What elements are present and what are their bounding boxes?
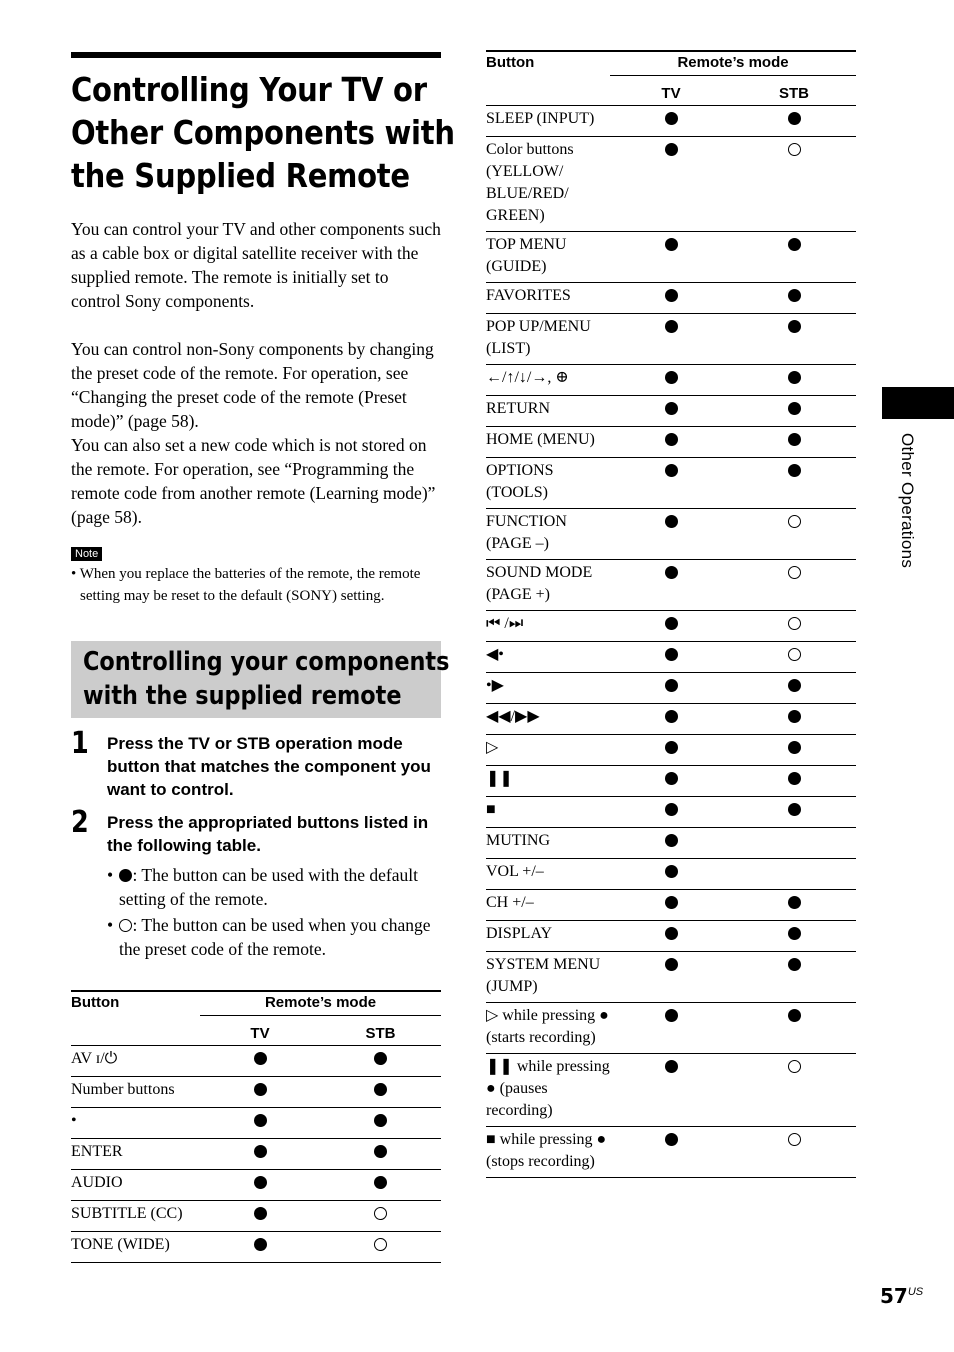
filled-circle-icon xyxy=(665,679,678,692)
row-stb-mark xyxy=(732,560,856,611)
filled-circle-icon xyxy=(665,896,678,909)
filled-circle-icon xyxy=(788,238,801,251)
table-row xyxy=(486,952,856,1003)
row-button-label: POP UP/MENU (LIST) xyxy=(486,314,610,365)
page-number-suffix: US xyxy=(907,1286,924,1298)
row-button-label: FAVORITES xyxy=(486,283,610,314)
row-stb-mark xyxy=(320,1201,441,1232)
row-tv-mark xyxy=(610,735,732,766)
remote-table-right xyxy=(486,50,856,1178)
step-text: Press the TV or STB operation mode button that matches the component you want to control. xyxy=(107,734,431,799)
row-button-label: SUBTITLE (CC) xyxy=(71,1201,200,1232)
row-button-label: HOME (MENU) xyxy=(486,427,610,458)
row-stb-mark xyxy=(732,859,856,890)
row-stb-mark xyxy=(732,396,856,427)
row-tv-mark xyxy=(200,1232,320,1263)
filled-circle-icon xyxy=(665,927,678,940)
table-row xyxy=(486,1003,856,1054)
row-tv-mark xyxy=(610,952,732,1003)
filled-circle-icon xyxy=(788,803,801,816)
filled-circle-icon xyxy=(788,1009,801,1022)
left-column xyxy=(71,52,455,963)
table-row xyxy=(486,766,856,797)
filled-circle-icon xyxy=(788,710,801,723)
row-tv-mark xyxy=(610,859,732,890)
row-stb-mark xyxy=(732,921,856,952)
row-stb-mark xyxy=(732,365,856,396)
row-tv-mark xyxy=(610,365,732,396)
row-button-label: • xyxy=(71,1108,200,1139)
row-tv-mark xyxy=(610,704,732,735)
symbol-legend xyxy=(71,863,441,961)
filled-circle-icon xyxy=(374,1083,387,1096)
filled-circle-icon xyxy=(665,803,678,816)
row-button-label: ENTER xyxy=(71,1139,200,1170)
page-title xyxy=(71,68,455,197)
header-button: Button xyxy=(486,51,610,106)
header-stb: STB xyxy=(320,1016,441,1046)
filled-circle-icon xyxy=(254,1083,267,1096)
row-stb-mark xyxy=(732,766,856,797)
open-circle-icon xyxy=(788,617,801,630)
open-circle-icon xyxy=(374,1207,387,1220)
filled-circle-icon xyxy=(788,433,801,446)
table-row xyxy=(486,427,856,458)
table-row xyxy=(486,283,856,314)
table-row xyxy=(71,1108,441,1139)
filled-circle-icon xyxy=(788,112,801,125)
filled-circle-icon xyxy=(788,772,801,785)
row-button-label: MUTING xyxy=(486,828,610,859)
section-title-line: Controlling your components xyxy=(83,647,450,677)
filled-circle-icon xyxy=(665,617,678,630)
header-tv: TV xyxy=(200,1016,320,1046)
row-button-label: AUDIO xyxy=(71,1170,200,1201)
row-tv-mark xyxy=(610,673,732,704)
page-title-line: Controlling Your TV or xyxy=(71,70,427,109)
table-row xyxy=(486,704,856,735)
filled-circle-icon xyxy=(665,648,678,661)
filled-circle-icon xyxy=(788,464,801,477)
row-tv-mark xyxy=(610,611,732,642)
row-button-label: DISPLAY xyxy=(486,921,610,952)
row-tv-mark xyxy=(610,766,732,797)
filled-circle-icon xyxy=(665,834,678,847)
filled-circle-icon xyxy=(254,1176,267,1189)
row-button-label: SOUND MODE (PAGE +) xyxy=(486,560,610,611)
open-circle-icon xyxy=(119,919,132,932)
filled-circle-icon xyxy=(665,289,678,302)
table-row xyxy=(486,611,856,642)
row-tv-mark xyxy=(200,1170,320,1201)
row-tv-mark xyxy=(200,1201,320,1232)
row-stb-mark xyxy=(732,1127,856,1178)
table-row xyxy=(71,1139,441,1170)
filled-circle-icon xyxy=(665,958,678,971)
row-stb-mark xyxy=(732,106,856,137)
open-circle-icon xyxy=(788,1133,801,1146)
intro-paragraph: You can also set a new code which is not stored on the remote. For operation, see “Programming the remote code from another remote (Learning mode)” (page 58). xyxy=(71,435,436,527)
row-stb-mark xyxy=(732,828,856,859)
table-row xyxy=(486,232,856,283)
table-row xyxy=(486,642,856,673)
step-number: 1 xyxy=(71,726,89,761)
row-stb-mark xyxy=(320,1046,441,1077)
table-row xyxy=(486,365,856,396)
open-circle-icon xyxy=(788,143,801,156)
step-2 xyxy=(71,805,441,857)
row-tv-mark xyxy=(610,283,732,314)
row-stb-mark xyxy=(732,611,856,642)
header-stb: STB xyxy=(732,76,856,106)
filled-circle-icon xyxy=(665,710,678,723)
row-tv-mark xyxy=(610,232,732,283)
row-button-label: SYSTEM MENU (JUMP) xyxy=(486,952,610,1003)
page-title-line: Other Components with xyxy=(71,113,455,152)
row-stb-mark xyxy=(732,673,856,704)
row-stb-mark xyxy=(732,427,856,458)
open-circle-icon xyxy=(788,566,801,579)
filled-circle-icon xyxy=(665,112,678,125)
row-stb-mark xyxy=(732,735,856,766)
legend-text: : The button can be used when you change the preset code of the remote. xyxy=(119,915,431,959)
table-row xyxy=(486,921,856,952)
row-button-label: ▷ xyxy=(486,735,610,766)
row-button-label: ❚❚ while pressing ● (pauses recording) xyxy=(486,1054,610,1127)
row-stb-mark xyxy=(732,232,856,283)
filled-circle-icon xyxy=(788,958,801,971)
row-button-label: Color buttons (YELLOW/ BLUE/RED/ GREEN) xyxy=(486,137,610,232)
note-badge: Note xyxy=(71,547,102,561)
row-stb-mark xyxy=(732,952,856,1003)
row-tv-mark xyxy=(610,828,732,859)
header-remote-mode: Remote’s mode xyxy=(200,991,441,1016)
remote-mode-table xyxy=(71,990,441,1263)
table-row xyxy=(71,1232,441,1263)
table-row xyxy=(486,890,856,921)
table-row xyxy=(486,560,856,611)
filled-circle-icon xyxy=(665,772,678,785)
row-button-label: RETURN xyxy=(486,396,610,427)
row-tv-mark xyxy=(610,921,732,952)
legend-item: • : The button can be used when you change the preset code of the remote. xyxy=(107,915,431,959)
row-stb-mark xyxy=(732,509,856,560)
table-row xyxy=(486,828,856,859)
filled-circle-icon xyxy=(374,1145,387,1158)
filled-circle-icon xyxy=(254,1145,267,1158)
filled-circle-icon xyxy=(788,371,801,384)
row-stb-mark xyxy=(732,283,856,314)
page-number-value: 57 xyxy=(880,1284,908,1308)
row-stb-mark xyxy=(732,704,856,735)
note-text: • When you replace the batteries of the remote, the remote setting may be reset to the default (SONY) setting. xyxy=(71,566,421,604)
remote-table-left xyxy=(71,990,441,1263)
row-button-label: ▷ while pressing ● (starts recording) xyxy=(486,1003,610,1054)
filled-circle-icon xyxy=(665,238,678,251)
row-stb-mark xyxy=(320,1108,441,1139)
row-button-label: ◀◀/▶▶ xyxy=(486,704,610,735)
open-circle-icon xyxy=(374,1238,387,1251)
filled-circle-icon xyxy=(788,320,801,333)
header-remote-mode: Remote’s mode xyxy=(610,51,856,76)
table-row xyxy=(486,673,856,704)
row-tv-mark xyxy=(200,1108,320,1139)
table-body xyxy=(486,106,856,1178)
step-1 xyxy=(71,726,441,801)
row-tv-mark xyxy=(200,1046,320,1077)
table-row xyxy=(486,859,856,890)
row-tv-mark xyxy=(610,137,732,232)
filled-circle-icon xyxy=(788,741,801,754)
row-tv-mark xyxy=(610,509,732,560)
row-button-label: ❚❚ xyxy=(486,766,610,797)
row-stb-mark xyxy=(320,1077,441,1108)
row-tv-mark xyxy=(610,458,732,509)
filled-circle-icon xyxy=(665,402,678,415)
filled-circle-icon xyxy=(665,143,678,156)
row-stb-mark xyxy=(732,642,856,673)
table-body xyxy=(71,1046,441,1263)
page-title-line: the Supplied Remote xyxy=(71,156,410,195)
table-row xyxy=(486,797,856,828)
legend-item: • : The button can be used with the default setting of the remote. xyxy=(107,865,418,909)
filled-circle-icon xyxy=(788,679,801,692)
filled-circle-icon xyxy=(665,371,678,384)
table-row xyxy=(71,1170,441,1201)
intro-paragraph: You can control non-Sony components by changing the preset code of the remote. For operation, see “Changing the preset code of the remote (Preset mode)” (page 58). xyxy=(71,339,434,431)
row-stb-mark xyxy=(732,458,856,509)
row-stb-mark xyxy=(732,314,856,365)
table-row xyxy=(486,735,856,766)
row-button-label: TOP MENU (GUIDE) xyxy=(486,232,610,283)
filled-circle-icon xyxy=(374,1052,387,1065)
filled-circle-icon xyxy=(665,741,678,754)
row-button-label: SLEEP (INPUT) xyxy=(486,106,610,137)
row-button-label: CH +/– xyxy=(486,890,610,921)
open-circle-icon xyxy=(788,515,801,528)
side-section-label: Other Operations xyxy=(898,433,917,569)
row-tv-mark xyxy=(610,314,732,365)
row-button-label: ←/↑/↓/→, ⊕ xyxy=(486,365,610,396)
filled-circle-icon xyxy=(788,289,801,302)
row-tv-mark xyxy=(610,1054,732,1127)
row-tv-mark xyxy=(610,642,732,673)
filled-circle-icon xyxy=(665,464,678,477)
row-stb-mark xyxy=(732,890,856,921)
table-row xyxy=(486,106,856,137)
row-button-label: ■ xyxy=(486,797,610,828)
filled-circle-icon xyxy=(119,869,132,882)
table-row xyxy=(71,1201,441,1232)
section-tab-marker xyxy=(882,387,954,419)
row-button-label: OPTIONS (TOOLS) xyxy=(486,458,610,509)
table-row xyxy=(71,1046,441,1077)
row-stb-mark xyxy=(320,1232,441,1263)
row-button-label: VOL +/– xyxy=(486,859,610,890)
page-number xyxy=(880,1284,923,1308)
filled-circle-icon xyxy=(254,1238,267,1251)
table-row xyxy=(71,1077,441,1108)
filled-circle-icon xyxy=(254,1052,267,1065)
row-button-label: AV ɪ/⏻ xyxy=(71,1046,200,1077)
filled-circle-icon xyxy=(665,433,678,446)
row-stb-mark xyxy=(320,1170,441,1201)
header-button: Button xyxy=(71,991,200,1046)
table-row xyxy=(486,1127,856,1178)
table-row xyxy=(486,509,856,560)
row-button-label: ■ while pressing ● (stops recording) xyxy=(486,1127,610,1178)
header-tv: TV xyxy=(610,76,732,106)
table-row xyxy=(486,396,856,427)
open-circle-icon xyxy=(788,648,801,661)
filled-circle-icon xyxy=(374,1176,387,1189)
row-stb-mark xyxy=(732,1054,856,1127)
row-button-label: FUNCTION (PAGE –) xyxy=(486,509,610,560)
row-stb-mark xyxy=(732,797,856,828)
filled-circle-icon xyxy=(374,1114,387,1127)
row-stb-mark xyxy=(320,1139,441,1170)
table-row xyxy=(486,314,856,365)
filled-circle-icon xyxy=(665,515,678,528)
row-tv-mark xyxy=(610,560,732,611)
filled-circle-icon xyxy=(665,1060,678,1073)
row-tv-mark xyxy=(610,1127,732,1178)
table-row xyxy=(486,458,856,509)
row-stb-mark xyxy=(732,1003,856,1054)
row-button-label: •▶ xyxy=(486,673,610,704)
row-button-label: Number buttons xyxy=(71,1077,200,1108)
step-text: Press the appropriated buttons listed in the following table. xyxy=(107,813,429,855)
open-circle-icon xyxy=(788,1060,801,1073)
row-tv-mark xyxy=(200,1139,320,1170)
filled-circle-icon xyxy=(254,1207,267,1220)
filled-circle-icon xyxy=(665,865,678,878)
row-tv-mark xyxy=(610,427,732,458)
section-title-line: with the supplied remote xyxy=(83,681,402,711)
section-heading-box xyxy=(71,641,450,718)
row-button-label: ◀• xyxy=(486,642,610,673)
filled-circle-icon xyxy=(254,1114,267,1127)
filled-circle-icon xyxy=(788,402,801,415)
filled-circle-icon xyxy=(788,927,801,940)
row-button-label: ⏮ /⏭ xyxy=(486,611,610,642)
row-tv-mark xyxy=(610,106,732,137)
remote-mode-table xyxy=(486,50,856,1178)
filled-circle-icon xyxy=(665,320,678,333)
step-number: 2 xyxy=(71,805,89,840)
row-button-label: TONE (WIDE) xyxy=(71,1232,200,1263)
row-tv-mark xyxy=(610,797,732,828)
filled-circle-icon xyxy=(665,1009,678,1022)
intro-paragraph: You can control your TV and other components such as a cable box or digital satellite receiver with the supplied remote. The remote is initially set to control Sony components. xyxy=(71,219,441,311)
row-tv-mark xyxy=(200,1077,320,1108)
filled-circle-icon xyxy=(665,1133,678,1146)
title-rule xyxy=(71,52,441,58)
row-stb-mark xyxy=(732,137,856,232)
row-tv-mark xyxy=(610,396,732,427)
legend-text: : The button can be used with the default setting of the remote. xyxy=(119,865,418,909)
table-row xyxy=(486,137,856,232)
row-tv-mark xyxy=(610,1003,732,1054)
row-tv-mark xyxy=(610,890,732,921)
filled-circle-icon xyxy=(665,566,678,579)
filled-circle-icon xyxy=(788,896,801,909)
table-row xyxy=(486,1054,856,1127)
